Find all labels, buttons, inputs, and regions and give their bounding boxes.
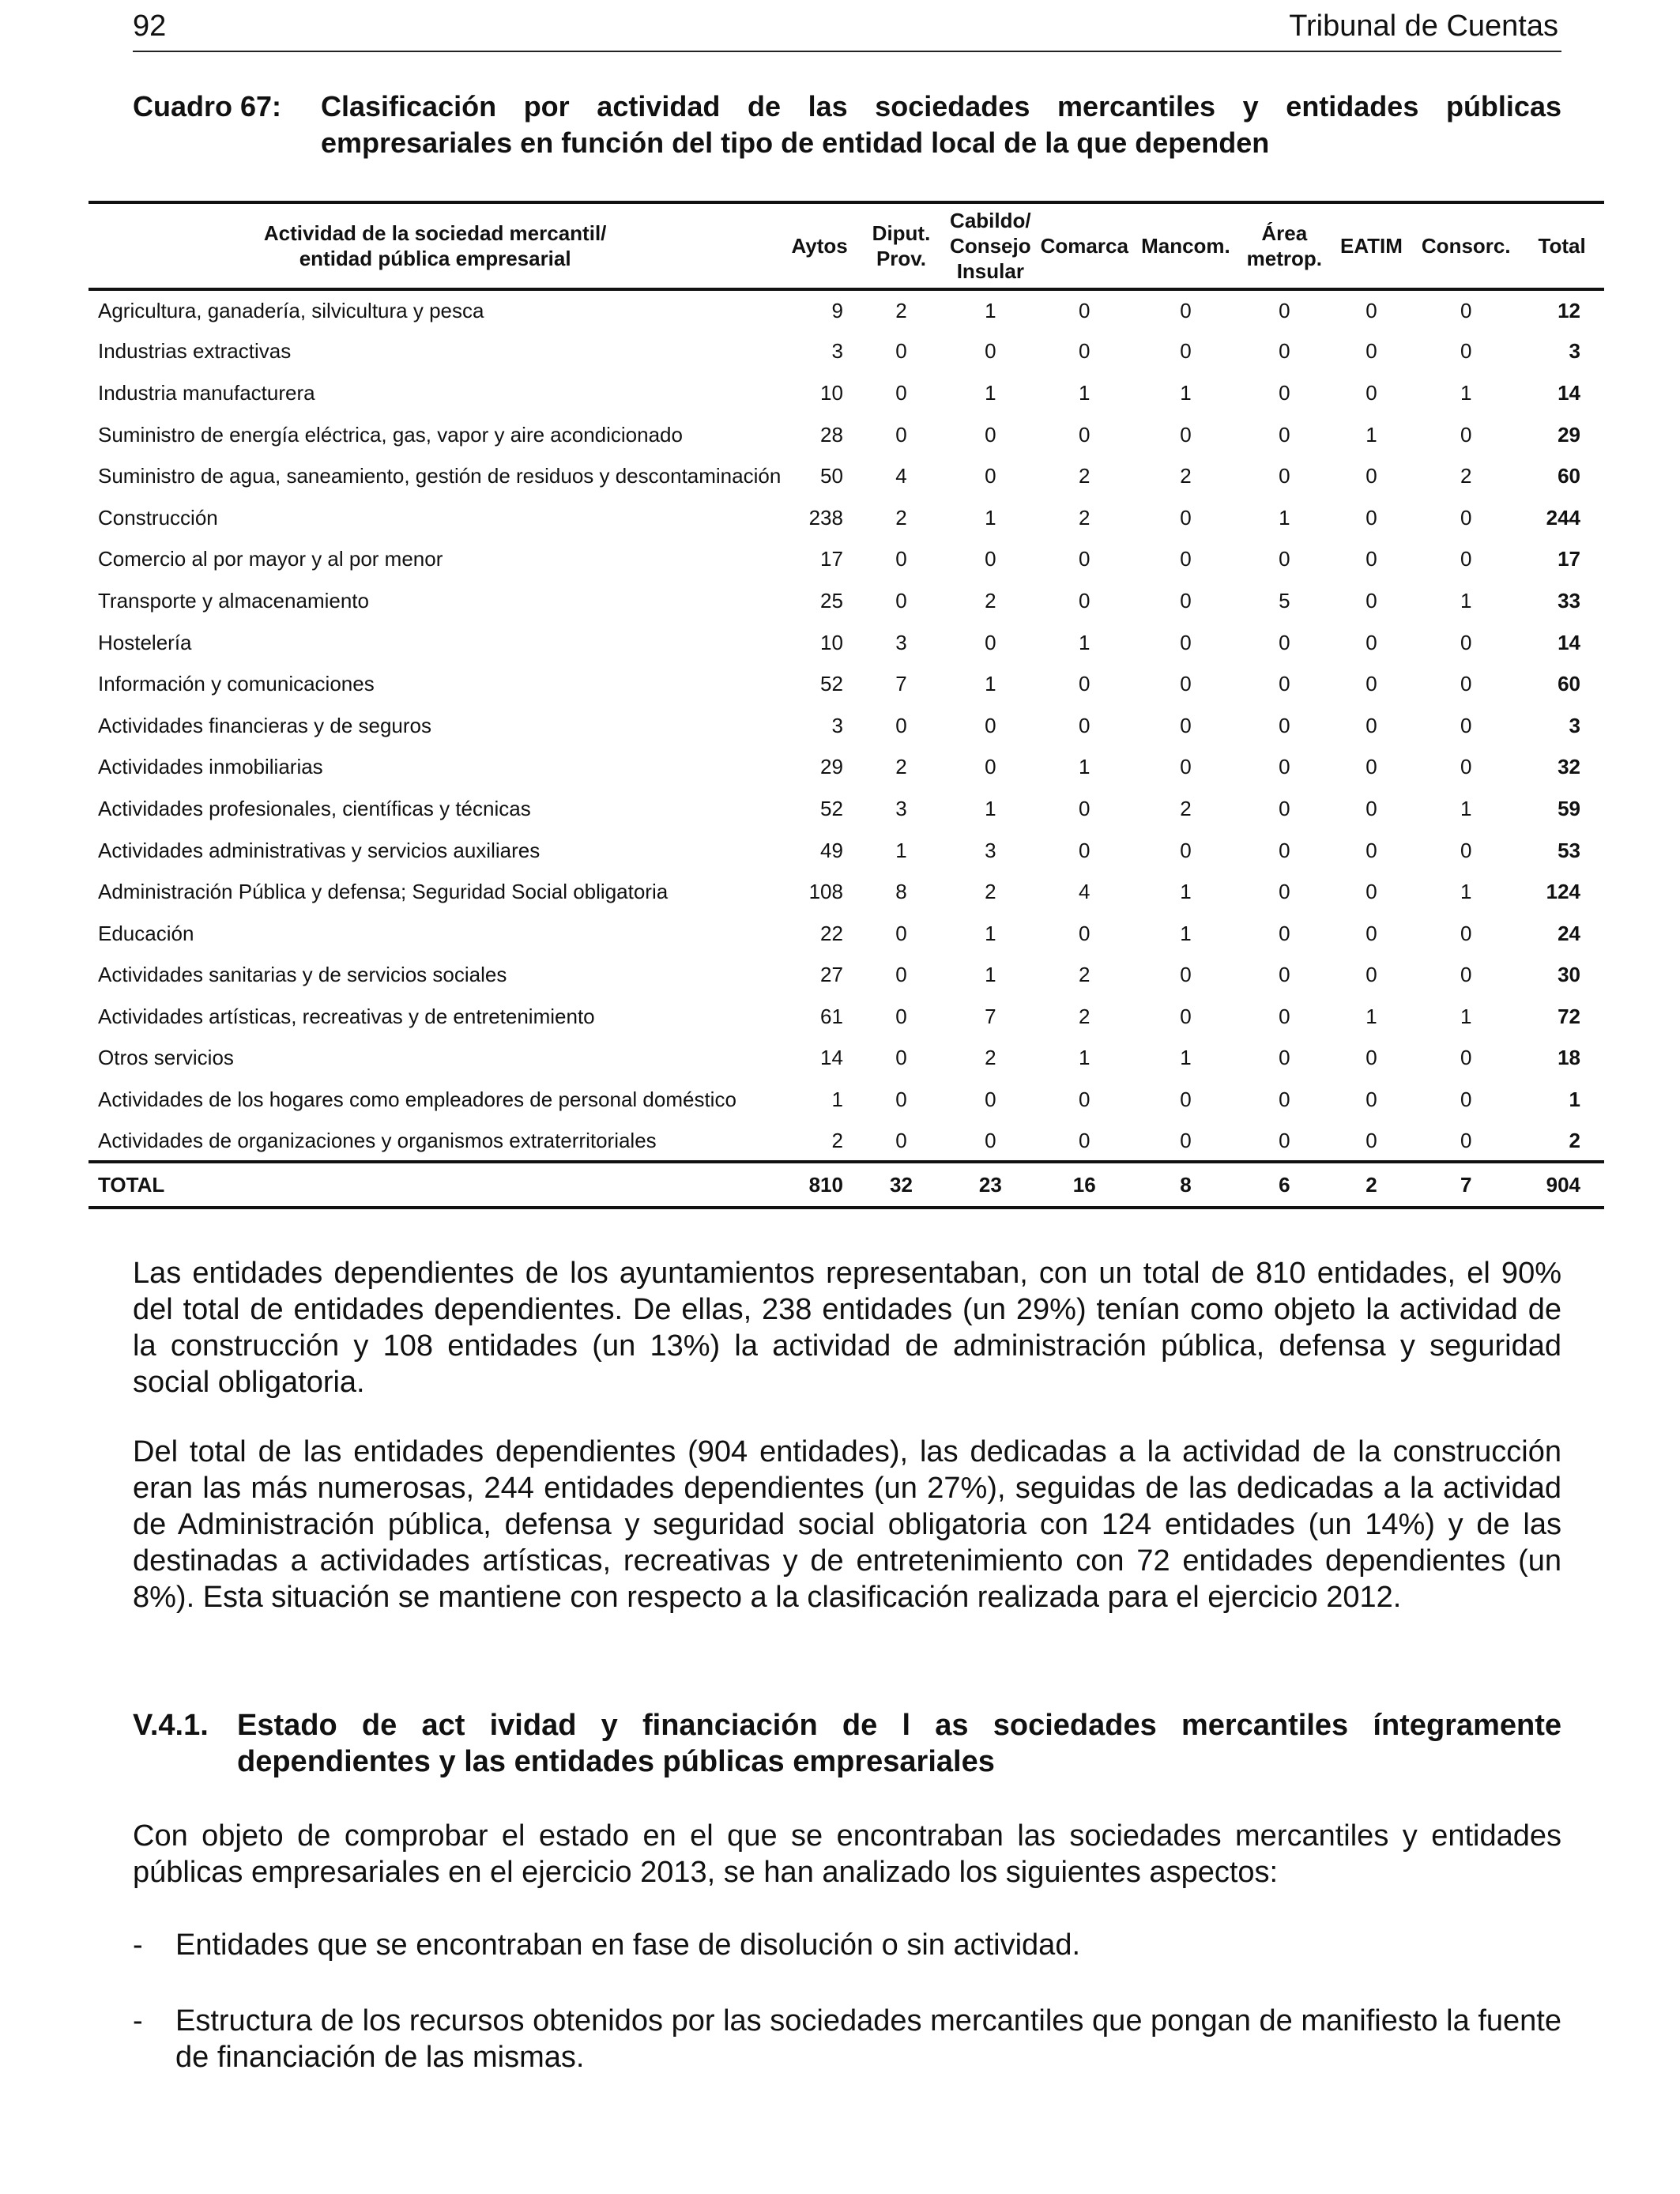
total-cell: 12 xyxy=(1558,298,1580,322)
caption-label: Cuadro 67: xyxy=(133,90,282,123)
value-cell: 0 xyxy=(1079,921,1090,945)
value-cell: 7 xyxy=(985,1004,996,1028)
value-cell: 1 xyxy=(1460,1004,1472,1028)
value-cell: 28 xyxy=(820,422,843,447)
value-cell: 0 xyxy=(1279,547,1290,571)
value-cell: 0 xyxy=(1079,713,1090,737)
value-cell: 0 xyxy=(1365,713,1377,737)
value-cell: 1 xyxy=(1079,755,1090,779)
value-cell: 0 xyxy=(1460,547,1472,571)
table-row xyxy=(89,788,1604,830)
value-cell: 0 xyxy=(1180,588,1192,613)
value-cell: 0 xyxy=(895,921,907,945)
total-cell: 72 xyxy=(1558,1004,1580,1028)
value-cell: 1 xyxy=(1079,630,1090,654)
value-cell: 0 xyxy=(1460,422,1472,447)
value-cell: 0 xyxy=(1180,963,1192,987)
value-cell: 0 xyxy=(1180,755,1192,779)
value-cell: 0 xyxy=(1279,464,1290,488)
value-cell: 0 xyxy=(1279,838,1290,862)
page-number: 92 xyxy=(133,9,167,43)
value-cell: 0 xyxy=(1180,339,1192,364)
table-row xyxy=(89,1079,1604,1121)
total-value-cell: 32 xyxy=(857,1162,945,1208)
total-cell: 18 xyxy=(1558,1046,1580,1070)
value-cell: 0 xyxy=(1279,339,1290,364)
value-cell: 0 xyxy=(1180,1004,1192,1028)
value-cell: 2 xyxy=(1079,505,1090,530)
value-cell: 0 xyxy=(895,1128,907,1152)
value-cell: 0 xyxy=(1365,921,1377,945)
activity-cell: Comercio al por mayor y al por menor xyxy=(98,547,443,571)
bullet-dash: - xyxy=(133,1928,143,1962)
value-cell: 0 xyxy=(1180,672,1192,696)
value-cell: 0 xyxy=(1460,755,1472,779)
value-cell: 2 xyxy=(895,755,907,779)
total-value-cell: 8 xyxy=(1133,1162,1238,1208)
value-cell: 3 xyxy=(895,630,907,654)
value-cell: 1 xyxy=(1460,880,1472,904)
value-cell: 0 xyxy=(1365,464,1377,488)
value-cell: 2 xyxy=(1079,963,1090,987)
column-header: Total xyxy=(1520,202,1604,289)
value-cell: 1 xyxy=(1365,1004,1377,1028)
activity-cell: Actividades profesionales, científicas y técnicas xyxy=(98,796,531,820)
table-row xyxy=(89,455,1604,497)
value-cell: 3 xyxy=(895,796,907,820)
value-cell: 0 xyxy=(895,1088,907,1112)
total-cell: 124 xyxy=(1546,880,1580,904)
activity-cell: Información y comunicaciones xyxy=(98,672,375,696)
value-cell: 0 xyxy=(1365,963,1377,987)
value-cell: 0 xyxy=(1079,422,1090,447)
total-cell: 59 xyxy=(1558,796,1580,820)
value-cell: 1 xyxy=(985,505,996,530)
value-cell: 52 xyxy=(820,796,843,820)
value-cell: 0 xyxy=(1460,921,1472,945)
value-cell: 5 xyxy=(1279,588,1290,613)
value-cell: 10 xyxy=(820,380,843,405)
value-cell: 0 xyxy=(895,963,907,987)
value-cell: 0 xyxy=(1365,339,1377,364)
activity-cell: Educación xyxy=(98,921,194,945)
value-cell: 0 xyxy=(1460,1128,1472,1152)
table-header-row xyxy=(89,202,1604,289)
total-cell: 60 xyxy=(1558,672,1580,696)
value-cell: 1 xyxy=(1079,1046,1090,1070)
value-cell: 2 xyxy=(985,880,996,904)
value-cell: 0 xyxy=(1279,630,1290,654)
value-cell: 0 xyxy=(895,1046,907,1070)
value-cell: 17 xyxy=(820,547,843,571)
value-cell: 0 xyxy=(1460,339,1472,364)
value-cell: 2 xyxy=(985,1046,996,1070)
table-row xyxy=(89,705,1604,747)
value-cell: 0 xyxy=(1279,422,1290,447)
value-cell: 0 xyxy=(1180,1128,1192,1152)
value-cell: 1 xyxy=(1180,880,1192,904)
table-row xyxy=(89,996,1604,1038)
activity-cell: Transporte y almacenamiento xyxy=(98,588,369,613)
table-row xyxy=(89,622,1604,664)
total-value-cell: 2 xyxy=(1331,1162,1413,1208)
value-cell: 0 xyxy=(1365,298,1377,322)
value-cell: 0 xyxy=(1365,547,1377,571)
value-cell: 0 xyxy=(1365,838,1377,862)
value-cell: 50 xyxy=(820,464,843,488)
value-cell: 0 xyxy=(1180,298,1192,322)
activity-cell: Industria manufacturera xyxy=(98,380,315,405)
activity-cell: Actividades artísticas, recreativas y de entretenimiento xyxy=(98,1004,595,1028)
value-cell: 0 xyxy=(1180,1088,1192,1112)
total-cell: 17 xyxy=(1558,547,1580,571)
column-header: Área metrop. xyxy=(1238,202,1331,289)
value-cell: 0 xyxy=(1079,588,1090,613)
value-cell: 9 xyxy=(831,298,843,322)
value-cell: 1 xyxy=(1180,380,1192,405)
value-cell: 1 xyxy=(1365,422,1377,447)
total-cell: 32 xyxy=(1558,755,1580,779)
value-cell: 29 xyxy=(820,755,843,779)
value-cell: 2 xyxy=(831,1128,843,1152)
value-cell: 2 xyxy=(1180,796,1192,820)
value-cell: 0 xyxy=(1365,1046,1377,1070)
paragraph: Del total de las entidades dependientes (904 entidades), las dedicadas a la actividad de la construcción eran las más numerosas, 244 entidades dependientes (un 27%), seguidas de las dedicadas a la actividad de Administración pública, defensa y seguridad social obligatoria con 124 entidades (un 14%) y de las destinadas a actividades artísticas, recreativas y de entretenimiento con 72 entidades dependientes (un 8%). Esta situación se mantiene con respecto a la clasificación realizada para el ejercicio 2012. xyxy=(133,1435,1561,1614)
table-row xyxy=(89,747,1604,789)
value-cell: 2 xyxy=(895,505,907,530)
value-cell: 0 xyxy=(1460,1046,1472,1070)
value-cell: 0 xyxy=(1279,1088,1290,1112)
value-cell: 2 xyxy=(985,588,996,613)
value-cell: 0 xyxy=(1365,755,1377,779)
value-cell: 0 xyxy=(895,422,907,447)
table-row xyxy=(89,539,1604,581)
value-cell: 0 xyxy=(1460,298,1472,322)
activity-cell: Construcción xyxy=(98,505,218,530)
table-row xyxy=(89,1121,1604,1163)
table-row xyxy=(89,913,1604,955)
value-cell: 1 xyxy=(985,796,996,820)
bullet-text: Entidades que se encontraban en fase de disolución o sin actividad. xyxy=(175,1928,1081,1962)
value-cell: 2 xyxy=(1079,1004,1090,1028)
value-cell: 0 xyxy=(1279,796,1290,820)
caption-text: Clasificación por actividad de las sociedades mercantiles y entidades públicas empresariales en función del tipo de entidad local de la que dependen xyxy=(321,90,1561,159)
column-header: Cabildo/ Consejo Insular xyxy=(945,202,1036,289)
activity-cell: Otros servicios xyxy=(98,1046,234,1070)
table-row xyxy=(89,1038,1604,1080)
value-cell: 0 xyxy=(1079,1088,1090,1112)
value-cell: 0 xyxy=(1460,672,1472,696)
column-header: Aytos xyxy=(782,202,857,289)
activity-cell: Actividades de organizaciones y organismos extraterritoriales xyxy=(98,1128,657,1152)
value-cell: 0 xyxy=(1279,298,1290,322)
value-cell: 0 xyxy=(1180,547,1192,571)
value-cell: 0 xyxy=(1279,672,1290,696)
grand-total-cell: 904 xyxy=(1520,1162,1604,1208)
value-cell: 0 xyxy=(1365,1128,1377,1152)
total-cell: 244 xyxy=(1546,505,1580,530)
value-cell: 0 xyxy=(1279,1046,1290,1070)
activity-cell: Administración Pública y defensa; Seguridad Social obligatoria xyxy=(98,880,669,904)
value-cell: 0 xyxy=(1460,838,1472,862)
value-cell: 0 xyxy=(1180,713,1192,737)
activity-cell: Hostelería xyxy=(98,630,192,654)
value-cell: 0 xyxy=(985,464,996,488)
activity-cell: Actividades de los hogares como empleadores de personal doméstico xyxy=(98,1088,736,1112)
value-cell: 0 xyxy=(1180,630,1192,654)
value-cell: 3 xyxy=(831,713,843,737)
value-cell: 2 xyxy=(895,298,907,322)
total-cell: 14 xyxy=(1558,630,1580,654)
page-header xyxy=(133,6,1561,52)
value-cell: 0 xyxy=(1365,880,1377,904)
section-number: V.4.1. xyxy=(133,1709,209,1742)
table-row xyxy=(89,414,1604,456)
value-cell: 10 xyxy=(820,630,843,654)
total-cell: 3 xyxy=(1569,339,1580,364)
column-header: Diput. Prov. xyxy=(857,202,945,289)
bullet-text: Estructura de los recursos obtenidos por las sociedades mercantiles que pongan de manifiesto la fuente de financiación de las mismas. xyxy=(175,2004,1561,2074)
value-cell: 0 xyxy=(1079,298,1090,322)
value-cell: 0 xyxy=(1460,505,1472,530)
table-row xyxy=(89,663,1604,705)
table-row xyxy=(89,372,1604,414)
value-cell: 1 xyxy=(985,963,996,987)
total-cell: 24 xyxy=(1558,921,1580,945)
total-value-cell: 6 xyxy=(1238,1162,1331,1208)
table-row xyxy=(89,289,1604,331)
value-cell: 0 xyxy=(1279,963,1290,987)
value-cell: 238 xyxy=(808,505,843,530)
value-cell: 0 xyxy=(1460,713,1472,737)
value-cell: 2 xyxy=(1460,464,1472,488)
value-cell: 0 xyxy=(895,1004,907,1028)
column-header: Actividad de la sociedad mercantil/ entidad pública empresarial xyxy=(89,202,782,289)
value-cell: 0 xyxy=(1279,921,1290,945)
value-cell: 4 xyxy=(895,464,907,488)
activity-cell: Actividades inmobiliarias xyxy=(98,755,323,779)
column-header: Comarca xyxy=(1036,202,1133,289)
value-cell: 0 xyxy=(985,339,996,364)
total-value-cell: 23 xyxy=(945,1162,1036,1208)
value-cell: 0 xyxy=(1365,588,1377,613)
value-cell: 0 xyxy=(1365,1088,1377,1112)
value-cell: 0 xyxy=(1079,796,1090,820)
activity-cell: Actividades financieras y de seguros xyxy=(98,713,432,737)
value-cell: 0 xyxy=(1365,796,1377,820)
paragraph: Las entidades dependientes de los ayuntamientos representaban, con un total de 810 entidades, el 90% del total de entidades dependientes. De ellas, 238 entidades (un 29%) tenían como objeto la actividad de la construcción y 108 entidades (un 13%) la actividad de administración pública, defensa y seguridad social obligatoria. xyxy=(133,1257,1561,1399)
value-cell: 0 xyxy=(1180,505,1192,530)
value-cell: 0 xyxy=(1279,380,1290,405)
total-label: TOTAL xyxy=(89,1162,782,1208)
table-row xyxy=(89,955,1604,997)
value-cell: 0 xyxy=(1180,838,1192,862)
activity-cell: Agricultura, ganadería, silvicultura y pesca xyxy=(98,298,484,322)
total-cell: 53 xyxy=(1558,838,1580,862)
value-cell: 0 xyxy=(1365,505,1377,530)
value-cell: 1 xyxy=(1460,380,1472,405)
value-cell: 0 xyxy=(1460,963,1472,987)
total-cell: 2 xyxy=(1569,1128,1580,1152)
value-cell: 2 xyxy=(1180,464,1192,488)
value-cell: 49 xyxy=(820,838,843,862)
value-cell: 0 xyxy=(1079,339,1090,364)
value-cell: 0 xyxy=(1279,1004,1290,1028)
total-value-cell: 810 xyxy=(782,1162,857,1208)
value-cell: 2 xyxy=(1079,464,1090,488)
value-cell: 0 xyxy=(1079,1128,1090,1152)
value-cell: 25 xyxy=(820,588,843,613)
activity-cell: Actividades administrativas y servicios auxiliares xyxy=(98,838,541,862)
table-row xyxy=(89,871,1604,913)
table-row xyxy=(89,497,1604,539)
total-cell: 14 xyxy=(1558,380,1580,405)
value-cell: 0 xyxy=(985,1088,996,1112)
value-cell: 3 xyxy=(985,838,996,862)
value-cell: 61 xyxy=(820,1004,843,1028)
total-cell: 3 xyxy=(1569,713,1580,737)
value-cell: 0 xyxy=(895,713,907,737)
value-cell: 1 xyxy=(985,380,996,405)
value-cell: 0 xyxy=(1279,880,1290,904)
value-cell: 0 xyxy=(895,547,907,571)
table-row xyxy=(89,331,1604,373)
value-cell: 1 xyxy=(1079,380,1090,405)
section-title: Estado de act ividad y financiación de l as sociedades mercantiles íntegramente dependientes y las entidades públicas empresariales xyxy=(237,1709,1561,1778)
total-value-cell: 16 xyxy=(1036,1162,1133,1208)
value-cell: 1 xyxy=(1460,796,1472,820)
value-cell: 1 xyxy=(985,672,996,696)
value-cell: 0 xyxy=(1365,672,1377,696)
value-cell: 0 xyxy=(985,422,996,447)
value-cell: 0 xyxy=(1365,630,1377,654)
classification-table xyxy=(89,201,1604,1209)
value-cell: 3 xyxy=(831,339,843,364)
column-header: Consorc. xyxy=(1412,202,1520,289)
paragraph: Con objeto de comprobar el estado en el que se encontraban las sociedades mercantiles y entidades públicas empresariales en el ejercicio 2013, se han analizado los siguientes aspectos: xyxy=(133,1819,1561,1889)
value-cell: 8 xyxy=(895,880,907,904)
total-cell: 33 xyxy=(1558,588,1580,613)
total-cell: 30 xyxy=(1558,963,1580,987)
value-cell: 0 xyxy=(1279,755,1290,779)
value-cell: 1 xyxy=(1460,588,1472,613)
value-cell: 0 xyxy=(895,588,907,613)
publisher-name: Tribunal de Cuentas xyxy=(1289,9,1558,43)
activity-cell: Suministro de agua, saneamiento, gestión de residuos y descontaminación xyxy=(98,464,782,488)
value-cell: 0 xyxy=(985,1128,996,1152)
value-cell: 0 xyxy=(985,547,996,571)
value-cell: 0 xyxy=(1279,1128,1290,1152)
value-cell: 0 xyxy=(1279,713,1290,737)
value-cell: 0 xyxy=(895,339,907,364)
value-cell: 22 xyxy=(820,921,843,945)
value-cell: 1 xyxy=(831,1088,843,1112)
value-cell: 27 xyxy=(820,963,843,987)
value-cell: 1 xyxy=(895,838,907,862)
table-row xyxy=(89,580,1604,622)
value-cell: 0 xyxy=(1460,1088,1472,1112)
value-cell: 7 xyxy=(895,672,907,696)
value-cell: 0 xyxy=(1365,380,1377,405)
activity-cell: Actividades sanitarias y de servicios sociales xyxy=(98,963,507,987)
column-header: Mancom. xyxy=(1133,202,1238,289)
total-cell: 1 xyxy=(1569,1088,1580,1112)
table-total-row xyxy=(89,1162,1604,1208)
column-header: EATIM xyxy=(1331,202,1413,289)
value-cell: 0 xyxy=(985,755,996,779)
value-cell: 1 xyxy=(1279,505,1290,530)
value-cell: 0 xyxy=(1460,630,1472,654)
value-cell: 4 xyxy=(1079,880,1090,904)
value-cell: 14 xyxy=(820,1046,843,1070)
value-cell: 0 xyxy=(985,713,996,737)
value-cell: 108 xyxy=(808,880,843,904)
value-cell: 0 xyxy=(1079,838,1090,862)
value-cell: 52 xyxy=(820,672,843,696)
value-cell: 0 xyxy=(895,380,907,405)
total-value-cell: 7 xyxy=(1412,1162,1520,1208)
total-cell: 60 xyxy=(1558,464,1580,488)
value-cell: 0 xyxy=(985,630,996,654)
value-cell: 0 xyxy=(1079,547,1090,571)
value-cell: 1 xyxy=(1180,1046,1192,1070)
table-body xyxy=(89,289,1604,1162)
value-cell: 1 xyxy=(985,921,996,945)
activity-cell: Suministro de energía eléctrica, gas, vapor y aire acondicionado xyxy=(98,422,683,447)
value-cell: 1 xyxy=(1180,921,1192,945)
total-cell: 29 xyxy=(1558,422,1580,447)
bullet-dash: - xyxy=(133,2004,143,2038)
activity-cell: Industrias extractivas xyxy=(98,339,292,364)
value-cell: 1 xyxy=(985,298,996,322)
value-cell: 0 xyxy=(1180,422,1192,447)
value-cell: 0 xyxy=(1079,672,1090,696)
table-row xyxy=(89,830,1604,872)
